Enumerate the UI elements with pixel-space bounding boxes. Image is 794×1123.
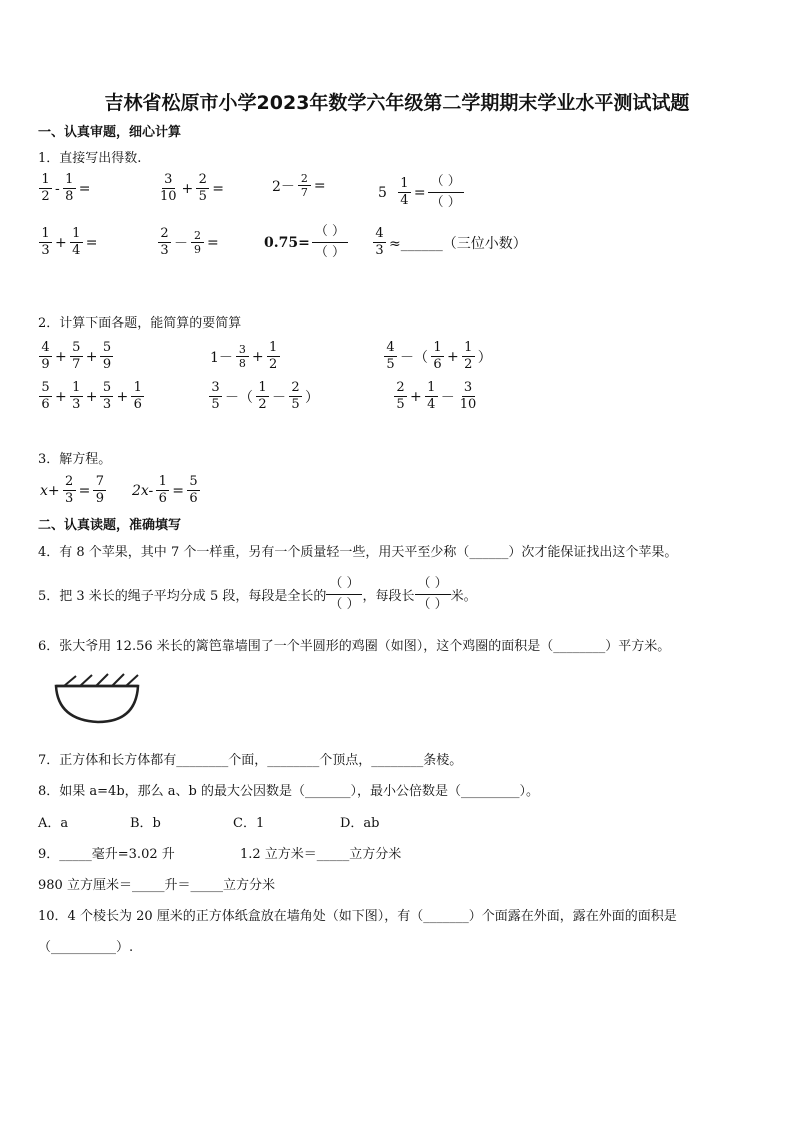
q9-part-a: 9．_____毫升=3.02 升: [38, 847, 175, 862]
q1-expr-8: $\frac{4}{3}$ ≈______（三位小数）: [372, 226, 529, 259]
semicircle-pen-figure: [50, 668, 150, 728]
q3-eq-a: x+ $\frac{2}{3}$ = $\frac{7}{9}$: [38, 474, 107, 507]
page-title: 吉林省松原市小学2023年数学六年级第二学期期末学业水平测试试题: [104, 92, 690, 114]
q8-option-d: D．ab: [340, 816, 380, 831]
q1-expr-4: 5 $\frac{1}{4}$ = （ ） （ ）: [376, 172, 464, 213]
q8-option-c: C．1: [233, 816, 265, 831]
q1-expr-7: 0.75= （ ） （ ）: [262, 222, 348, 263]
q1-label: 1．直接写出得数.: [38, 151, 142, 166]
q7-text: 7．正方体和长方体都有________个面，________个顶点，________条棱。: [38, 753, 463, 768]
q2-label: 2．计算下面各题，能简算的要简算: [38, 316, 242, 331]
q1-expr-2: $\frac{3}{10}$ + $\frac{2}{5}$ =: [160, 172, 225, 204]
q9-part-c: 980 立方厘米＝_____升＝_____立方分米: [38, 878, 275, 893]
q5-text: 5．把 3 米长的绳子平均分成 5 段，每段是全长的 （ ） （ ） ，每段长 （ ） （ ） 米。: [38, 576, 477, 612]
q2-expr-f: $\frac{2}{5}$ + $\frac{1}{4}$ － $\frac{3}{10}$: [393, 380, 479, 413]
q1-expr-5: $\frac{1}{3}$ + $\frac{1}{4}$ =: [38, 226, 99, 259]
q8-text: 8．如果 a=4b，那么 a、b 的最大公因数是（_______），最小公倍数是（_________）。: [38, 784, 539, 799]
q2-expr-b: 1－ $\frac{3}{8}$ + $\frac{1}{2}$: [208, 340, 281, 373]
q9-part-b: 1.2 立方米＝_____立方分米: [240, 847, 402, 862]
q10-text-cont: （__________）.: [38, 940, 134, 955]
q2-expr-c: $\frac{4}{5}$ －（ $\frac{1}{6}$ + $\frac{1}{2}$ ）: [383, 340, 494, 373]
q1-expr-6: $\frac{2}{3}$ － $\frac{2}{9}$ =: [157, 226, 221, 259]
q3-label: 3．解方程。: [38, 452, 112, 467]
section-1-heading: 一、认真审题，细心计算: [38, 125, 182, 140]
section-2-heading: 二、认真读题，准确填写: [38, 518, 182, 533]
q2-expr-d: $\frac{5}{6}$ + $\frac{1}{3}$ + $\frac{5}{3}$ + $\frac{1}{6}$: [38, 380, 145, 413]
q3-eq-b: 2x- $\frac{1}{6}$ = $\frac{5}{6}$: [130, 474, 201, 507]
q2-expr-e: $\frac{3}{5}$ －（ $\frac{1}{2}$ － $\frac{2}{5}$ ）: [208, 380, 321, 413]
q2-expr-a: $\frac{4}{9}$ + $\frac{5}{7}$ + $\frac{5}{9}$: [38, 340, 114, 373]
q1-expr-1: $\frac{1}{2}$ - $\frac{1}{8}$ =: [38, 172, 92, 205]
q1-expr-3: 2－ $\frac{2}{7}$ =: [272, 172, 326, 199]
q8-option-b: B．b: [130, 816, 161, 831]
q8-option-a: A．a: [38, 816, 69, 831]
q4-text: 4．有 8 个苹果，其中 7 个一样重，另有一个质量轻一些，用天平至少称（______）次才能保证找出这个苹果。: [38, 545, 678, 560]
q10-text: 10．4 个棱长为 20 厘米的正方体纸盒放在墙角处（如下图），有（_______）个面露在外面，露在外面的面积是: [38, 909, 677, 924]
q6-text: 6．张大爷用 12.56 米长的篱笆靠墙围了一个半圆形的鸡圈（如图），这个鸡圈的面积是（________）平方米。: [38, 639, 671, 654]
